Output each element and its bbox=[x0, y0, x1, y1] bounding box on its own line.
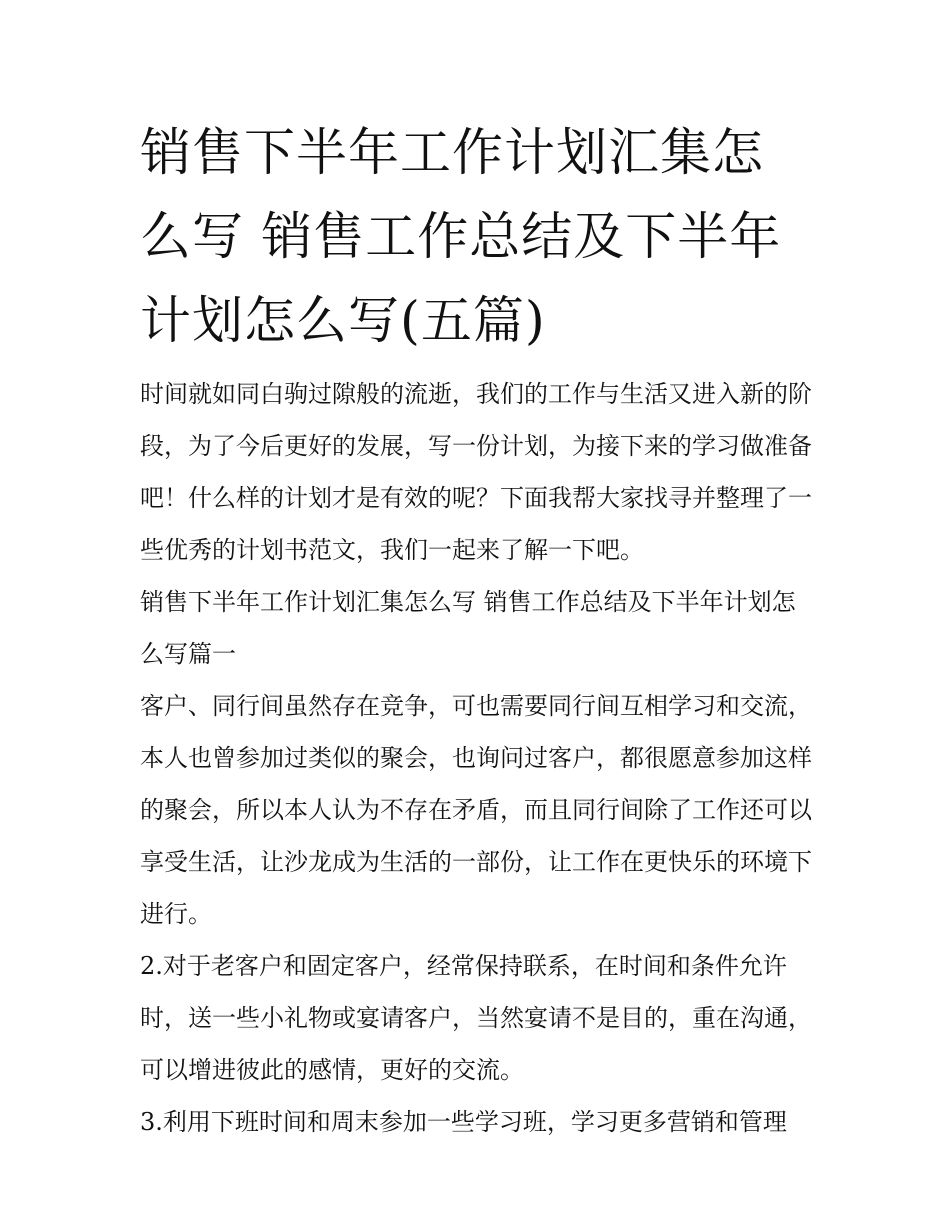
body-paragraph-2: 2.对于老客户和固定客户，经常保持联系，在时间和条件允许时，送一些小礼物或宴请客户，当然宴请不是目的，重在沟通，可以增进彼此的感情，更好的交流。 bbox=[140, 952, 812, 1084]
body-paragraph-1: 客户、同行间虽然存在竞争，可也需要同行间互相学习和交流，本人也曾参加过类似的聚会，也询问过客户，都很愿意参加这样的聚会，所以本人认为不存在矛盾，而且同行间除了工作还可以享受生活，让沙龙成为生活的一部份，让工作在更快乐的环境下进行。 bbox=[140, 692, 812, 928]
intro-paragraph: 时间就如同白驹过隙般的流逝，我们的工作与生活又进入新的阶段，为了今后更好的发展，写一份计划，为接下来的学习做准备吧！什么样的计划才是有效的呢？下面我帮大家找寻并整理了一些优秀的计划书范文，我们一起来了解一下吧。 bbox=[140, 380, 812, 564]
body-paragraph-3: 3.利用下班时间和周末参加一些学习班，学习更多营销和管理 bbox=[140, 1108, 787, 1136]
document-title: 销售下半年工作计划汇集怎么写 销售工作总结及下半年计划怎么写(五篇) bbox=[140, 124, 782, 351]
section-heading: 销售下半年工作计划汇集怎么写 销售工作总结及下半年计划怎么写篇一 bbox=[140, 588, 796, 668]
